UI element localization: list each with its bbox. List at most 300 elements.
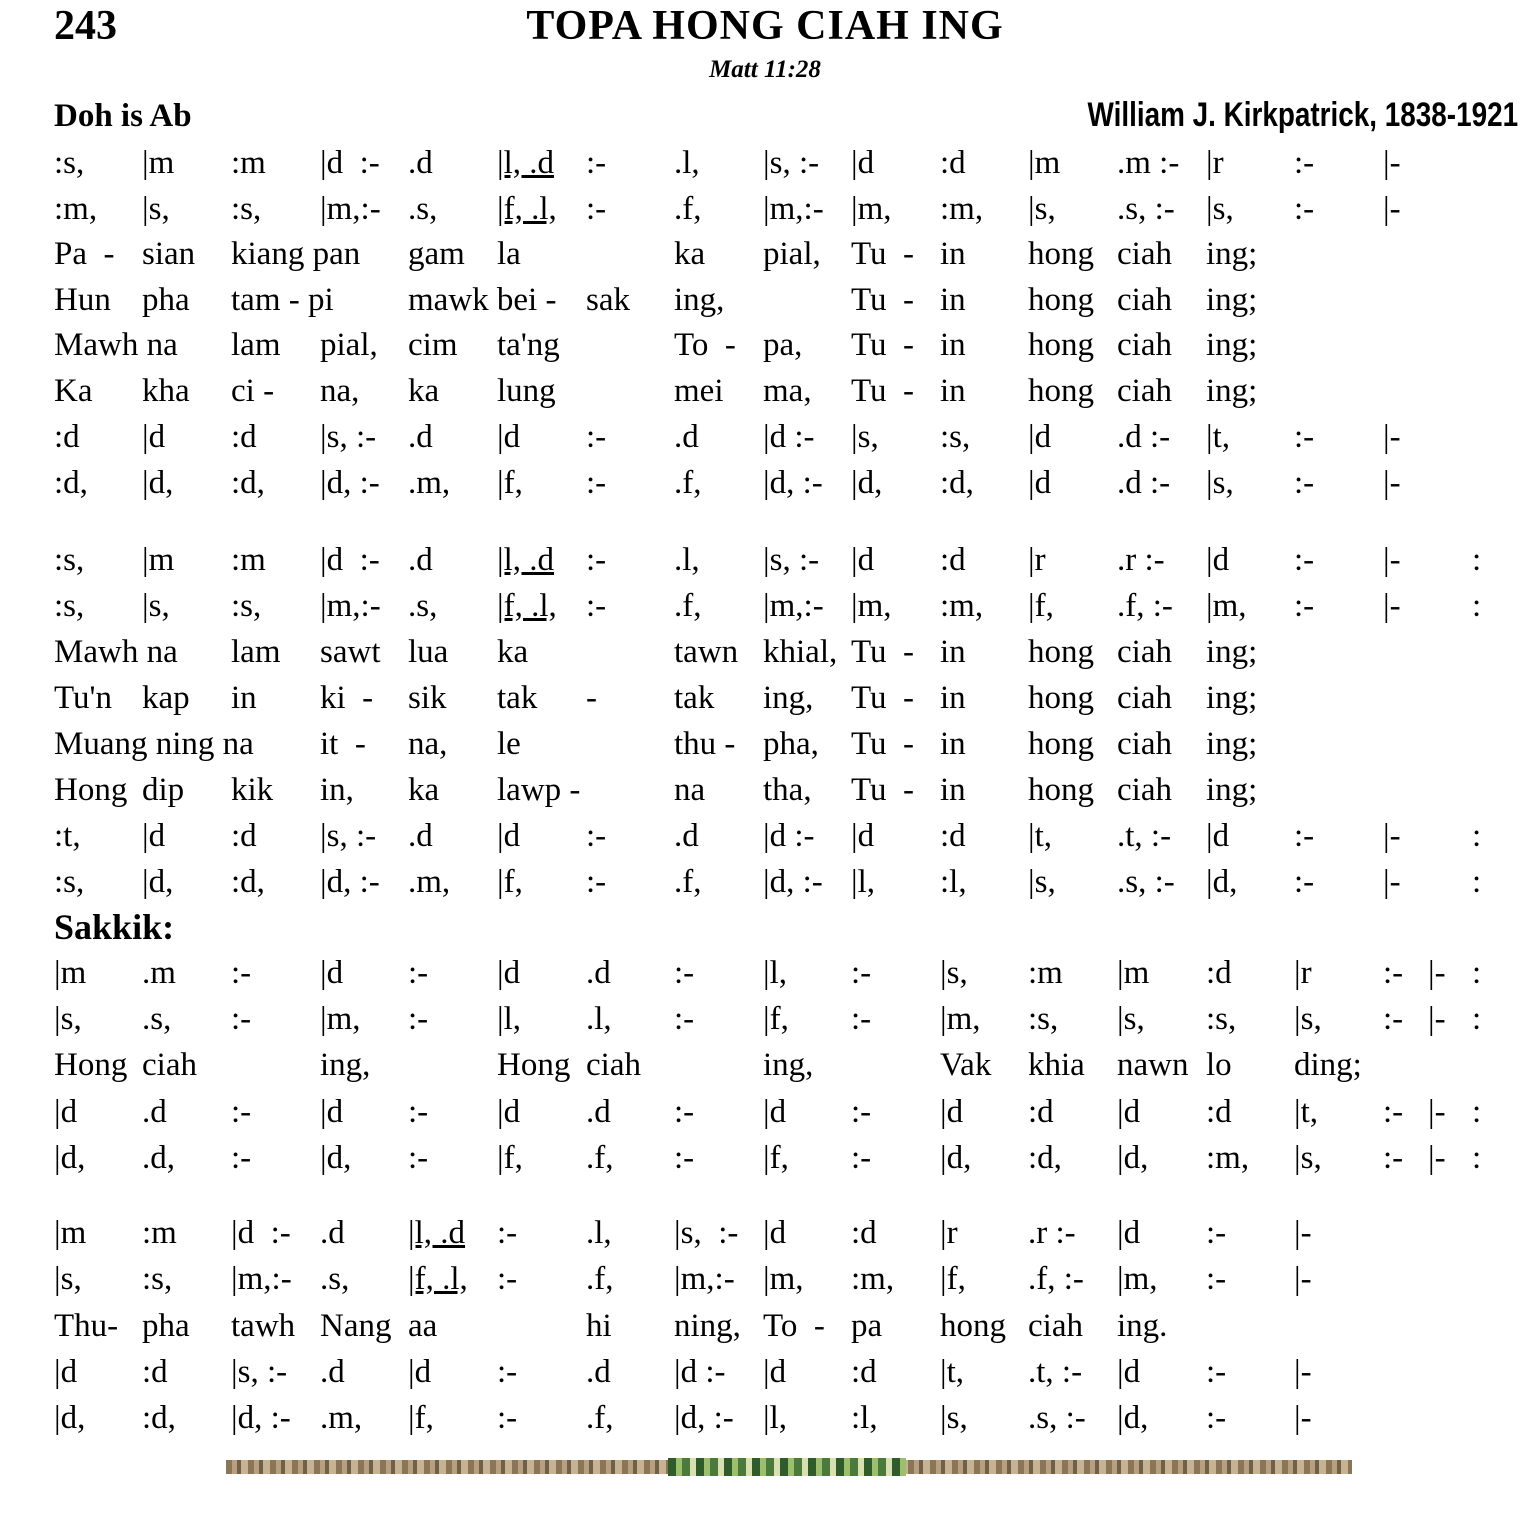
lyric-syllable: ka xyxy=(408,373,440,409)
solfa-note: :- xyxy=(231,955,252,991)
lyric-syllable: lo xyxy=(1206,1047,1232,1083)
solfa-note: :- xyxy=(851,1001,872,1037)
solfa-note: |- xyxy=(1294,1400,1312,1436)
solfa-note: |d, xyxy=(940,1140,972,1176)
solfa-note: :m, xyxy=(54,191,98,227)
solfa-note: |d xyxy=(1117,1094,1141,1130)
lyric-syllable: Hong xyxy=(497,1047,571,1083)
solfa-note: |- xyxy=(1428,1094,1446,1130)
solfa-note: .d xyxy=(408,145,433,181)
solfa-note: |l, xyxy=(763,955,788,991)
solfa-note: |d :- xyxy=(320,542,380,578)
solfa-note: |s, xyxy=(1206,191,1234,227)
solfa-note: :- xyxy=(1294,542,1315,578)
solfa-note: |f, .l, xyxy=(497,588,557,624)
solfa-note: :d xyxy=(851,1215,877,1251)
solfa-note: :- xyxy=(408,1140,429,1176)
solfa-note: |- xyxy=(1383,465,1401,501)
solfa-note: |f, .l, xyxy=(408,1261,468,1297)
lyric-syllable: ka xyxy=(497,634,529,670)
solfa-note: .d xyxy=(586,955,611,991)
solfa-note: |m xyxy=(142,542,175,578)
solfa-note: |m xyxy=(54,955,87,991)
solfa-note: |d :- xyxy=(320,145,380,181)
solfa-note: :- xyxy=(1294,145,1315,181)
solfa-note: :- xyxy=(1206,1400,1227,1436)
solfa-note: .m xyxy=(142,955,176,991)
solfa-note: |l, .d xyxy=(497,145,555,181)
solfa-note: |s, xyxy=(851,419,879,455)
solfa-note: :- xyxy=(674,1140,695,1176)
solfa-note: |- xyxy=(1383,145,1401,181)
solfa-note: |m,:- xyxy=(320,191,381,227)
solfa-note: |d :- xyxy=(763,818,815,854)
chorus-label: Sakkik: xyxy=(54,907,175,947)
solfa-note: |d, :- xyxy=(674,1400,734,1436)
solfa-note: :s, xyxy=(54,864,85,900)
lyric-syllable: hong xyxy=(1028,282,1094,318)
solfa-note: |d xyxy=(320,955,344,991)
solfa-note: |m, xyxy=(763,1261,804,1297)
solfa-note: .s, xyxy=(320,1261,350,1297)
solfa-note: |d, xyxy=(54,1400,86,1436)
solfa-note: |d, xyxy=(142,864,174,900)
solfa-note: |t, xyxy=(1028,818,1053,854)
solfa-note: |d xyxy=(1117,1215,1141,1251)
solfa-note: .l, xyxy=(586,1215,612,1251)
solfa-note: .f, :- xyxy=(1117,588,1173,624)
lyric-syllable: mawk bei - xyxy=(408,282,557,318)
solfa-note: :- xyxy=(851,1140,872,1176)
lyric-syllable: kiang pan xyxy=(231,236,361,272)
solfa-note: : xyxy=(1472,588,1482,624)
solfa-note: .f, xyxy=(586,1140,614,1176)
solfa-note: |m,:- xyxy=(231,1261,292,1297)
lyric-syllable: sak xyxy=(586,282,630,318)
lyric-syllable: ki - xyxy=(320,680,374,716)
lyric-syllable: Mawh na xyxy=(54,327,178,363)
solfa-note: |m xyxy=(1117,955,1150,991)
solfa-note: .d :- xyxy=(1117,419,1171,455)
solfa-note: |s, xyxy=(1117,1001,1145,1037)
solfa-note: .r :- xyxy=(1117,542,1165,578)
solfa-note: |m,:- xyxy=(674,1261,735,1297)
solfa-note: |d :- xyxy=(763,419,815,455)
solfa-note: |- xyxy=(1383,588,1401,624)
solfa-note: |d xyxy=(1206,818,1230,854)
solfa-note: .m, xyxy=(408,465,451,501)
solfa-note: :d, xyxy=(1028,1140,1062,1176)
lyric-syllable: hong xyxy=(1028,772,1094,808)
lyric-syllable: tha, xyxy=(763,772,812,808)
solfa-note: |- xyxy=(1294,1261,1312,1297)
solfa-note: .d xyxy=(586,1094,611,1130)
solfa-note: |f, xyxy=(497,864,523,900)
lyric-syllable: ing; xyxy=(1206,680,1258,716)
lyric-syllable: ciah xyxy=(1117,327,1172,363)
solfa-note: |d xyxy=(851,145,875,181)
solfa-note: :d xyxy=(231,419,257,455)
solfa-note: |s, :- xyxy=(763,542,820,578)
solfa-note: :m xyxy=(231,145,266,181)
solfa-note: |d, xyxy=(1117,1400,1149,1436)
solfa-note: |l, xyxy=(763,1400,788,1436)
solfa-note: .t, :- xyxy=(1117,818,1172,854)
solfa-note: :- xyxy=(1294,864,1315,900)
solfa-note: |- xyxy=(1383,191,1401,227)
solfa-note: .d xyxy=(674,419,699,455)
lyric-syllable: Tu'n xyxy=(54,680,112,716)
solfa-note: .f, xyxy=(674,191,702,227)
solfa-note: |s, :- xyxy=(320,818,377,854)
lyric-syllable: pha xyxy=(142,1308,190,1344)
lyric-syllable: ka xyxy=(408,772,440,808)
lyric-syllable: cim xyxy=(408,327,458,363)
solfa-note: |m, xyxy=(1117,1261,1158,1297)
lyric-syllable: tak xyxy=(497,680,538,716)
lyric-syllable: nawn xyxy=(1117,1047,1189,1083)
lyric-syllable: in xyxy=(940,772,966,808)
solfa-note: |d xyxy=(497,419,521,455)
solfa-note: :l, xyxy=(851,1400,878,1436)
solfa-note: |s, :- xyxy=(763,145,820,181)
solfa-note: |d xyxy=(851,542,875,578)
solfa-note: .m :- xyxy=(1117,145,1180,181)
solfa-note: |f, .l, xyxy=(497,191,557,227)
solfa-note: :d xyxy=(1206,1094,1232,1130)
lyric-syllable: pa, xyxy=(763,327,803,363)
solfa-note: |r xyxy=(1294,955,1312,991)
hymn-title: TOPA HONG CIAH ING xyxy=(526,3,1004,49)
lyric-syllable: kik xyxy=(231,772,274,808)
solfa-note: |f, xyxy=(763,1001,789,1037)
lyric-syllable: in, xyxy=(320,772,354,808)
solfa-note: |s, xyxy=(54,1001,82,1037)
solfa-note: :- xyxy=(1294,588,1315,624)
lyric-syllable: ci - xyxy=(231,373,275,409)
lyric-syllable: hong xyxy=(1028,726,1094,762)
solfa-note: |l, xyxy=(851,864,876,900)
solfa-note: |d xyxy=(142,419,166,455)
solfa-note: :- xyxy=(586,864,607,900)
lyric-syllable: khial, xyxy=(763,634,838,670)
composer-credit: William J. Kirkpatrick, 1838-1921 xyxy=(1087,96,1518,134)
solfa-note: :- xyxy=(408,955,429,991)
solfa-note: |m, xyxy=(940,1001,981,1037)
lyric-syllable: Mawh na xyxy=(54,634,178,670)
solfa-note: |d xyxy=(1028,419,1052,455)
lyric-syllable: in xyxy=(940,726,966,762)
lyric-syllable: ka xyxy=(674,236,706,272)
solfa-note: |- xyxy=(1383,419,1401,455)
solfa-note: .l, xyxy=(586,1001,612,1037)
solfa-note: :s, xyxy=(54,542,85,578)
solfa-note: |d, xyxy=(1206,864,1238,900)
solfa-note: |d, xyxy=(54,1140,86,1176)
lyric-syllable: Tu - xyxy=(851,236,914,272)
solfa-note: :- xyxy=(497,1400,518,1436)
lyric-syllable: ing, xyxy=(763,1047,814,1083)
lyric-syllable: ciah xyxy=(1117,680,1172,716)
solfa-note: :- xyxy=(1383,1094,1404,1130)
solfa-note: :s, xyxy=(231,588,262,624)
divider-ornament xyxy=(668,1458,906,1476)
lyric-syllable: in xyxy=(940,634,966,670)
lyric-syllable: lam xyxy=(231,634,281,670)
solfa-note: :s, xyxy=(142,1261,173,1297)
solfa-note: .d xyxy=(142,1094,167,1130)
solfa-note: :- xyxy=(497,1354,518,1390)
solfa-note: :- xyxy=(1294,465,1315,501)
solfa-note: |m,:- xyxy=(763,588,824,624)
solfa-note: :- xyxy=(586,145,607,181)
solfa-note: :- xyxy=(231,1140,252,1176)
lyric-syllable: it - xyxy=(320,726,366,762)
solfa-note: |m, xyxy=(851,191,892,227)
solfa-note: :m, xyxy=(851,1261,895,1297)
solfa-note: |t, xyxy=(1206,419,1231,455)
solfa-note: |d, xyxy=(320,1140,352,1176)
lyric-syllable: ing; xyxy=(1206,634,1258,670)
lyric-syllable: tawh xyxy=(231,1308,296,1344)
solfa-note: |d xyxy=(408,1354,432,1390)
solfa-note: |d :- xyxy=(674,1354,726,1390)
solfa-note: |f, xyxy=(940,1261,966,1297)
solfa-note: |d :- xyxy=(231,1215,291,1251)
solfa-note: |f, xyxy=(763,1140,789,1176)
lyric-syllable: ing, xyxy=(674,282,725,318)
lyric-syllable: ciah xyxy=(1117,726,1172,762)
solfa-note: :- xyxy=(1294,419,1315,455)
solfa-note: :- xyxy=(231,1094,252,1130)
lyric-syllable: pha, xyxy=(763,726,819,762)
lyric-syllable: lam xyxy=(231,327,281,363)
solfa-note: |d xyxy=(320,1094,344,1130)
solfa-note: .s, :- xyxy=(1117,191,1175,227)
solfa-note: .f, xyxy=(586,1400,614,1436)
lyric-syllable: pial, xyxy=(763,236,821,272)
scripture-reference: Matt 11:28 xyxy=(709,56,821,83)
solfa-note: |s, xyxy=(940,1400,968,1436)
solfa-note: |- xyxy=(1383,864,1401,900)
lyric-syllable: hong xyxy=(940,1308,1006,1344)
solfa-note: .r :- xyxy=(1028,1215,1076,1251)
solfa-note: :- xyxy=(674,1001,695,1037)
lyric-syllable: ta'ng xyxy=(497,327,560,363)
solfa-note: .s, :- xyxy=(1117,864,1175,900)
solfa-note: : xyxy=(1472,818,1482,854)
lyric-syllable: Nang xyxy=(320,1308,392,1344)
solfa-note: |d xyxy=(497,1094,521,1130)
lyric-syllable: tam - pi xyxy=(231,282,334,318)
lyric-syllable: khia xyxy=(1028,1047,1085,1083)
solfa-note: |d, :- xyxy=(231,1400,291,1436)
lyric-syllable: aa xyxy=(408,1308,438,1344)
solfa-note: |d xyxy=(763,1094,787,1130)
solfa-note: .f, xyxy=(674,465,702,501)
hymn-number: 243 xyxy=(54,3,117,49)
solfa-note: |d, xyxy=(142,465,174,501)
lyric-syllable: in xyxy=(940,327,966,363)
solfa-note: : xyxy=(1472,1001,1482,1037)
lyric-syllable: in xyxy=(940,680,966,716)
solfa-note: |d xyxy=(763,1354,787,1390)
solfa-note: .d xyxy=(408,419,433,455)
solfa-note: .f, xyxy=(674,588,702,624)
solfa-note: : xyxy=(1472,542,1482,578)
solfa-note: |s, xyxy=(1206,465,1234,501)
lyric-syllable: pha xyxy=(142,282,190,318)
solfa-note: :m, xyxy=(1206,1140,1250,1176)
lyric-syllable: Tu - xyxy=(851,680,914,716)
lyric-syllable: Hun xyxy=(54,282,111,318)
solfa-note: |f, xyxy=(497,465,523,501)
solfa-note: .s, :- xyxy=(1028,1400,1086,1436)
solfa-note: |t, xyxy=(940,1354,965,1390)
solfa-note: :- xyxy=(586,465,607,501)
solfa-note: :- xyxy=(1294,191,1315,227)
solfa-note: |r xyxy=(940,1215,958,1251)
lyric-syllable: ding; xyxy=(1294,1047,1362,1083)
solfa-note: :m, xyxy=(940,588,984,624)
solfa-note: :- xyxy=(586,419,607,455)
lyric-syllable: mei xyxy=(674,373,724,409)
lyric-syllable: To - xyxy=(763,1308,825,1344)
solfa-note: |- xyxy=(1294,1215,1312,1251)
lyric-syllable: Tu - xyxy=(851,772,914,808)
lyric-syllable: ing; xyxy=(1206,282,1258,318)
solfa-note: :l, xyxy=(940,864,967,900)
lyric-syllable: kap xyxy=(142,680,190,716)
solfa-note: :m xyxy=(1028,955,1063,991)
solfa-note: :- xyxy=(1383,1140,1404,1176)
solfa-note: :s, xyxy=(1206,1001,1237,1037)
lyric-syllable: ciah xyxy=(1117,772,1172,808)
solfa-note: |l, .d xyxy=(497,542,555,578)
solfa-note: |d xyxy=(851,818,875,854)
solfa-note: |m, xyxy=(851,588,892,624)
solfa-note: |d xyxy=(940,1094,964,1130)
lyric-syllable: Tu - xyxy=(851,327,914,363)
solfa-note: |m, xyxy=(320,1001,361,1037)
solfa-note: :s, xyxy=(940,419,971,455)
solfa-note: :d xyxy=(940,542,966,578)
solfa-note: :d, xyxy=(231,465,265,501)
solfa-note: :m xyxy=(142,1215,177,1251)
lyric-syllable: tak xyxy=(674,680,715,716)
lyric-syllable: Tu - xyxy=(851,282,914,318)
solfa-note: |d xyxy=(54,1354,78,1390)
solfa-note: |d, :- xyxy=(320,465,380,501)
lyric-syllable: ing, xyxy=(320,1047,371,1083)
solfa-note: :- xyxy=(586,542,607,578)
lyric-syllable: ing; xyxy=(1206,327,1258,363)
lyric-syllable: lua xyxy=(408,634,449,670)
solfa-note: |d xyxy=(1206,542,1230,578)
lyric-syllable: lung xyxy=(497,373,556,409)
solfa-note: |d xyxy=(1117,1354,1141,1390)
solfa-note: :- xyxy=(1206,1354,1227,1390)
solfa-note: |d xyxy=(142,818,166,854)
solfa-note: :- xyxy=(851,955,872,991)
solfa-note: .d :- xyxy=(1117,465,1171,501)
lyric-syllable: ciah xyxy=(1117,282,1172,318)
lyric-syllable: hong xyxy=(1028,373,1094,409)
solfa-note: .l, xyxy=(674,145,700,181)
lyric-syllable: Tu - xyxy=(851,373,914,409)
solfa-note: .s, xyxy=(408,191,438,227)
lyric-syllable: na xyxy=(674,772,706,808)
solfa-note: :d, xyxy=(940,465,974,501)
solfa-note: :d xyxy=(940,145,966,181)
lyric-syllable: pa xyxy=(851,1308,883,1344)
solfa-note: |s, xyxy=(1294,1140,1322,1176)
lyric-syllable: ma, xyxy=(763,373,812,409)
solfa-note: |d, xyxy=(1117,1140,1149,1176)
solfa-note: :d, xyxy=(54,465,88,501)
solfa-note: |d, :- xyxy=(320,864,380,900)
lyric-syllable: Pa - xyxy=(54,236,115,272)
lyric-syllable: sik xyxy=(408,680,447,716)
solfa-note: :- xyxy=(1383,1001,1404,1037)
solfa-note: .d xyxy=(320,1354,345,1390)
solfa-note: |- xyxy=(1294,1354,1312,1390)
lyric-syllable: ing; xyxy=(1206,772,1258,808)
solfa-note: :t, xyxy=(54,818,81,854)
solfa-note: :- xyxy=(408,1001,429,1037)
solfa-note: |s, :- xyxy=(231,1354,288,1390)
solfa-note: .s, xyxy=(408,588,438,624)
lyric-syllable: ing; xyxy=(1206,726,1258,762)
solfa-note: |r xyxy=(1028,542,1046,578)
solfa-note: |- xyxy=(1383,818,1401,854)
solfa-note: |f, xyxy=(1028,588,1054,624)
solfa-note: :m xyxy=(231,542,266,578)
solfa-note: :m, xyxy=(940,191,984,227)
solfa-note: |s, xyxy=(940,955,968,991)
solfa-note: |m xyxy=(1028,145,1061,181)
solfa-note: .d xyxy=(408,542,433,578)
lyric-syllable: hong xyxy=(1028,236,1094,272)
solfa-note: :- xyxy=(586,588,607,624)
solfa-note: :s, xyxy=(54,588,85,624)
solfa-note: .s, xyxy=(142,1001,172,1037)
lyric-syllable: Hong xyxy=(54,1047,128,1083)
solfa-note: |s, xyxy=(54,1261,82,1297)
lyric-syllable: sian xyxy=(142,236,196,272)
solfa-note: |t, xyxy=(1294,1094,1319,1130)
solfa-note: |d xyxy=(1028,465,1052,501)
lyric-syllable: Tu - xyxy=(851,634,914,670)
lyric-syllable: hong xyxy=(1028,634,1094,670)
solfa-note: |d, :- xyxy=(763,864,823,900)
solfa-note: |m,:- xyxy=(763,191,824,227)
lyric-syllable: Vak xyxy=(940,1047,992,1083)
lyric-syllable: in xyxy=(231,680,257,716)
solfa-note: .t, :- xyxy=(1028,1354,1083,1390)
solfa-note: .m, xyxy=(408,864,451,900)
solfa-note: .f, xyxy=(674,864,702,900)
lyric-syllable: ing, xyxy=(763,680,814,716)
solfa-note: .d xyxy=(408,818,433,854)
solfa-note: : xyxy=(1472,1094,1482,1130)
lyric-syllable: gam xyxy=(408,236,465,272)
solfa-note: :- xyxy=(674,1094,695,1130)
solfa-note: |d xyxy=(497,818,521,854)
solfa-note: :d xyxy=(1028,1094,1054,1130)
solfa-note: |d xyxy=(497,955,521,991)
solfa-note: : xyxy=(1472,1140,1482,1176)
